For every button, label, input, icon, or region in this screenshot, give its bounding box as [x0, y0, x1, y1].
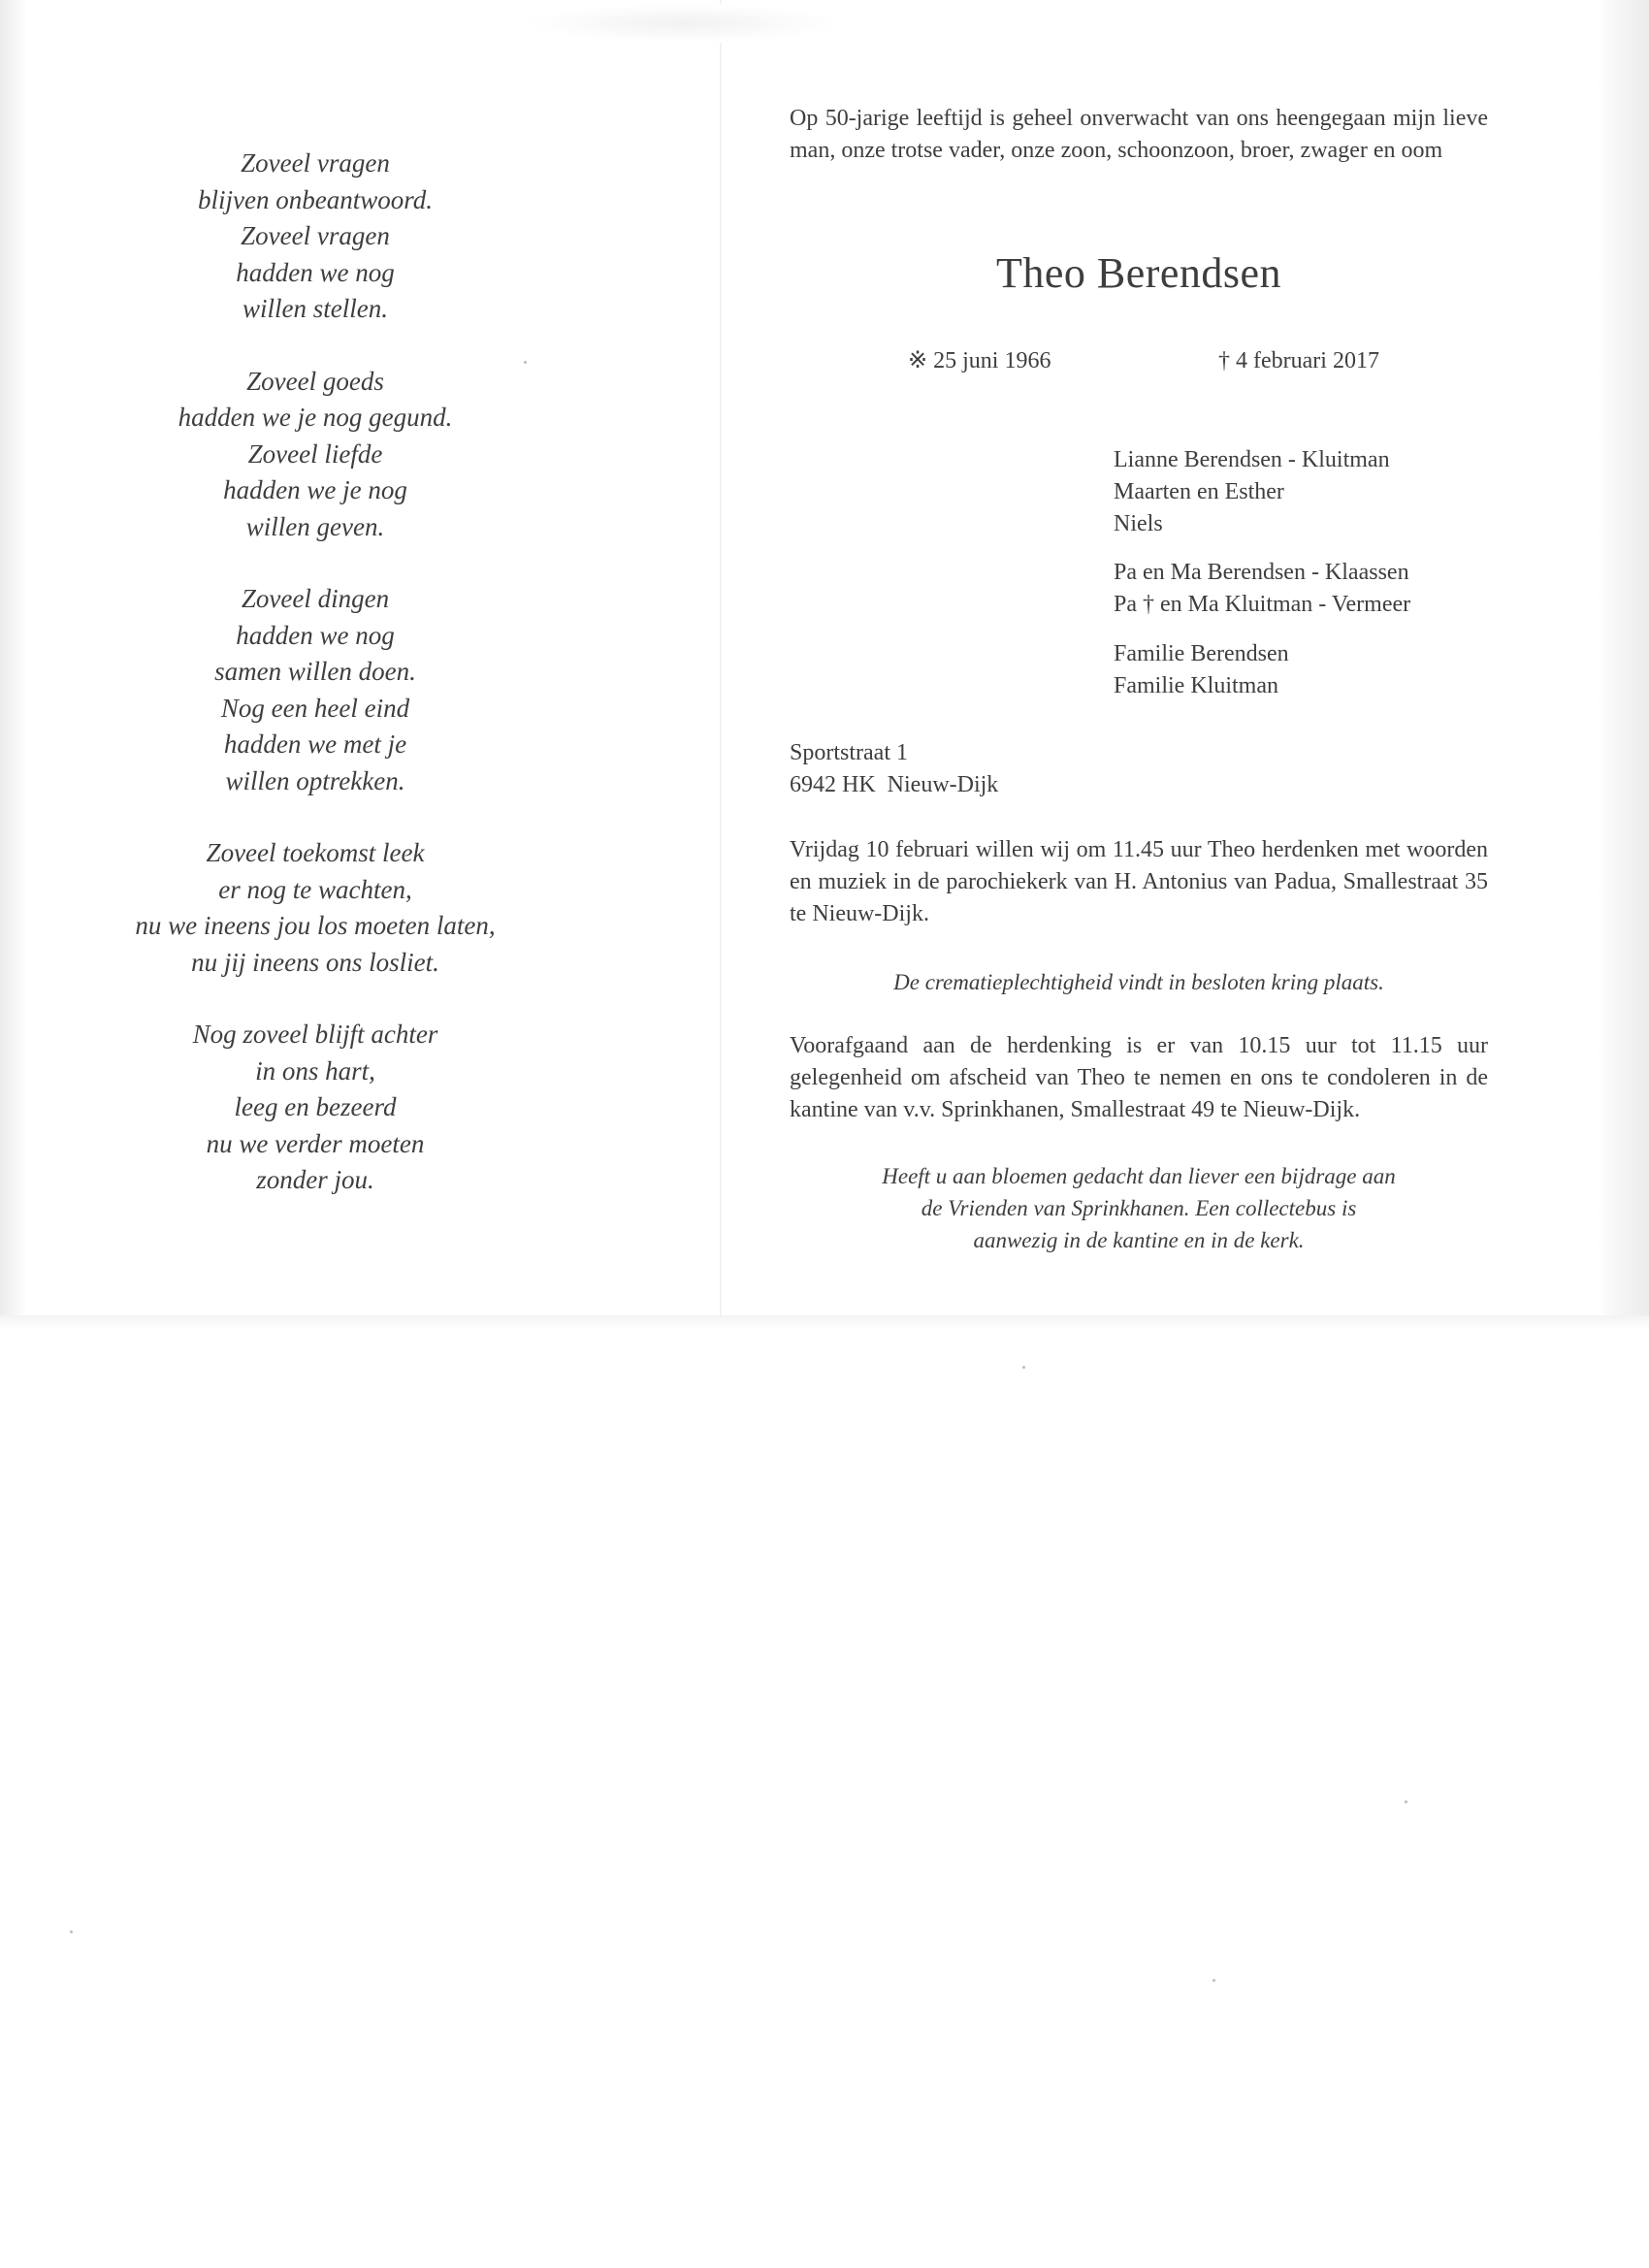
family-group-2 [1114, 557, 1410, 621]
poem-stanza-2 [39, 364, 592, 546]
cremation-notice: De crematieplechtigheid vindt in besloten kring plaats. [893, 970, 1384, 994]
birth-date: ※ 25 juni 1966 [908, 348, 1051, 373]
deceased-name: Theo Berendsen [995, 249, 1282, 297]
scan-shadow-right [1597, 0, 1649, 1329]
family-group-1 [1114, 444, 1390, 540]
poem-line: in ons hart, [255, 1055, 375, 1085]
poem-line: nu we ineens jou los moeten laten, [135, 911, 496, 940]
poem-line: Zoveel vragen [241, 148, 390, 178]
poem-line: leeg en bezeerd [234, 1092, 397, 1121]
poem-line: Zoveel goeds [246, 366, 384, 396]
family-member: Lianne Berendsen - Kluitman [1114, 447, 1390, 472]
visitation-text: Voorafgaand aan de herdenking is er van 10.15 uur tot 11.15 uur gelegenheid om afscheid van Theo te nemen en ons te condoleren in de kantine van v.v. Sprinkhanen, Smallestraat 49 te Nieuw-Dijk. [790, 1033, 1488, 1122]
poem-line: hadden we nog [236, 620, 395, 650]
scan-speck [1022, 1366, 1025, 1369]
poem-stanza-4 [39, 835, 592, 981]
family-member: Familie Berendsen [1114, 641, 1289, 666]
poem-line: samen willen doen. [214, 657, 416, 686]
poem-line: Nog zoveel blijft achter [192, 1020, 438, 1049]
scan-shadow-left [0, 0, 27, 1329]
poem-line: willen geven. [245, 511, 385, 541]
poem-line: hadden we nog [236, 257, 395, 287]
scan-speck [1212, 1979, 1215, 1982]
poem-line: hadden we je nog gegund. [178, 403, 453, 432]
card-fold [720, 0, 722, 1329]
family-member: Pa † en Ma Kluitman - Vermeer [1114, 592, 1411, 617]
card-bottom-edge [0, 1315, 1649, 1329]
poem-stanza-5 [39, 1017, 592, 1199]
home-address [790, 737, 998, 801]
death-date: † 4 februari 2017 [1218, 348, 1379, 373]
flowers-line: de Vrienden van Sprinkhanen. Een collectebus is [921, 1196, 1357, 1220]
poem-line: willen stellen. [242, 294, 388, 323]
family-member: Familie Kluitman [1114, 673, 1278, 698]
scan-smudge [524, 4, 844, 43]
scan-speck [524, 361, 527, 364]
poem-line: zonder jou. [256, 1165, 374, 1194]
poem-line: hadden we met je [223, 729, 407, 759]
poem-line: nu jij ineens ons losliet. [191, 947, 439, 977]
poem-line: nu we verder moeten [206, 1128, 425, 1158]
scan-speck [1405, 1800, 1407, 1803]
poem-line: Nog een heel eind [220, 693, 410, 723]
poem-line: blijven onbeantwoord. [198, 184, 433, 214]
address-street: Sportstraat 1 [790, 740, 908, 765]
intro-text: Op 50-jarige leeftijd is geheel onverwacht van ons heengegaan mijn lieve man, onze trotse vader, onze zoon, schoonzoon, broer, zwager en oom [790, 106, 1488, 163]
flowers-line: Heeft u aan bloemen gedacht dan liever een bijdrage aan [882, 1164, 1396, 1188]
poem-stanza-3 [39, 581, 592, 799]
address-city: 6942 HK Nieuw-Dijk [790, 772, 999, 797]
flowers-notice [790, 1160, 1488, 1256]
poem [39, 146, 592, 1235]
poem-line: willen optrekken. [225, 765, 405, 795]
family-member: Niels [1114, 511, 1163, 536]
poem-line: Zoveel vragen [241, 221, 390, 250]
scan-speck [70, 1930, 73, 1933]
poem-line: hadden we je nog [223, 475, 407, 504]
poem-line: Zoveel dingen [241, 584, 390, 613]
memorial-service-text: Vrijdag 10 februari willen wij om 11.45 uur Theo herdenken met woorden en muziek in de parochiekerk van H. Antonius van Padua, Smallestraat 35 te Nieuw-Dijk. [790, 837, 1488, 926]
poem-line: Zoveel toekomst leek [206, 838, 425, 867]
poem-line: er nog te wachten, [218, 874, 412, 904]
flowers-line: aanwezig in de kantine en in de kerk. [973, 1228, 1305, 1252]
family-group-3 [1114, 638, 1289, 702]
family-member: Pa en Ma Berendsen - Klaassen [1114, 560, 1409, 585]
family-member: Maarten en Esther [1114, 479, 1284, 504]
poem-line: Zoveel liefde [247, 438, 383, 469]
poem-stanza-1 [39, 146, 592, 328]
